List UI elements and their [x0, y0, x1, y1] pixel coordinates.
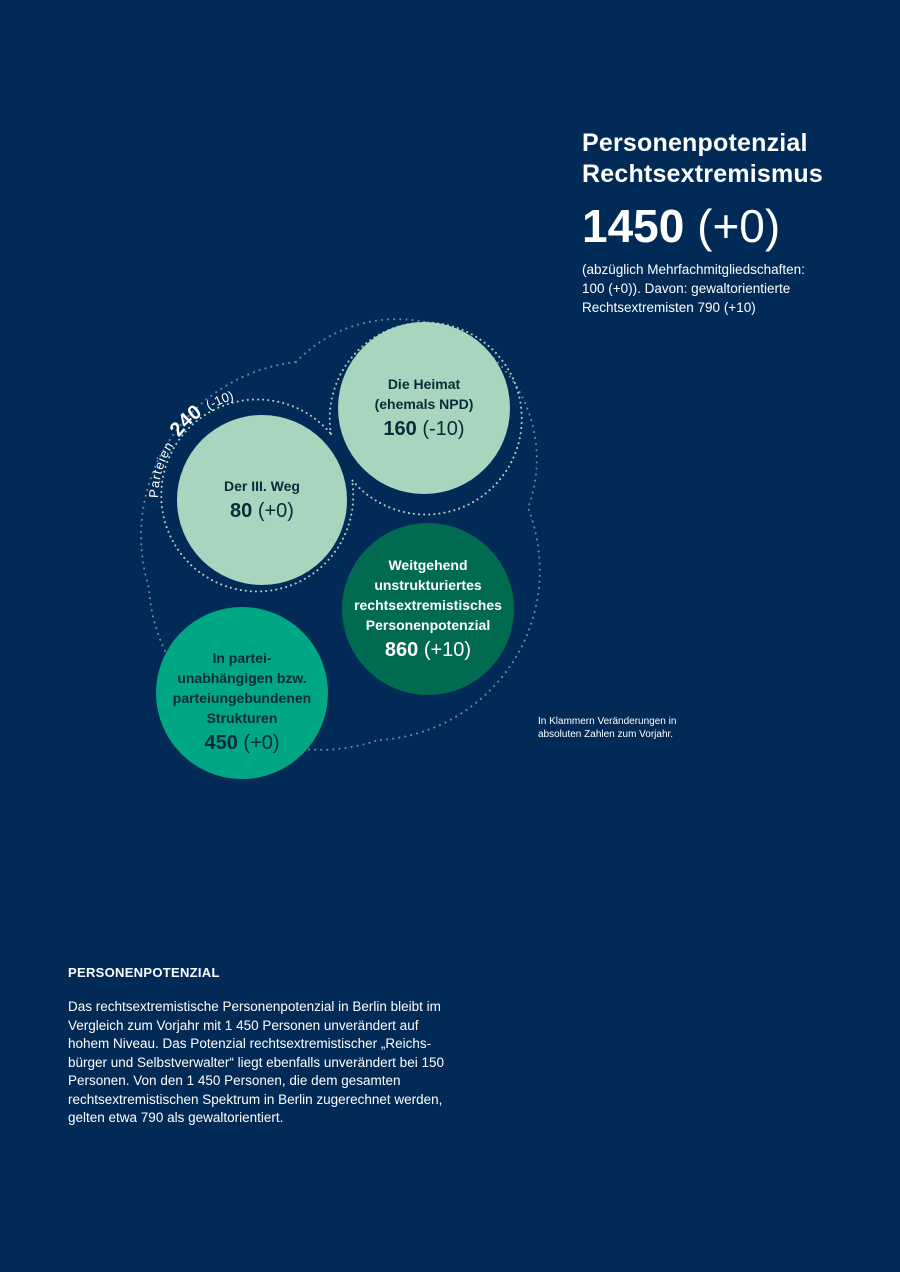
subtext-line2: 100 (+0)). Davon: gewaltorientierte — [582, 281, 791, 296]
subtext-line3: Rechtsextremisten 790 (+10) — [582, 300, 756, 315]
unstrukturiert-name-line2: unstrukturiertes — [374, 577, 482, 593]
die-heimat-name-line2: (ehemals NPD) — [374, 396, 474, 412]
chart-note-line1: In Klammern Veränderungen in — [538, 716, 677, 727]
parteiunabhaengig-name-line2: unabhängigen bzw. — [177, 670, 307, 686]
headline-title-line2: Rechtsextremismus — [582, 160, 824, 188]
chart-note-line2: absoluten Zahlen zum Vorjahr. — [538, 729, 674, 740]
unstrukturiert-name-line3: rechtsextremistisches — [354, 597, 502, 613]
label-parteiunabhaengig — [156, 616, 328, 788]
headline-title-line1: Personenpotenzial — [582, 129, 808, 157]
subtext-line1: (abzüglich Mehrfachmitgliedschaften: — [582, 262, 805, 277]
die-heimat-value: 160 (-10) — [383, 418, 465, 440]
label-die-heimat — [338, 322, 510, 494]
parteiunabhaengig-name-line1: In partei- — [212, 650, 272, 666]
parteiunabhaengig-value: 450 (+0) — [204, 732, 280, 754]
parteiunabhaengig-name-line4: Strukturen — [206, 710, 278, 726]
unstrukturiert-name-line4: Personenpotenzial — [365, 617, 491, 633]
section-heading: PERSONENPOTENZIAL — [68, 965, 220, 980]
total-value: 1450 — [582, 200, 685, 252]
label-unstrukturiert — [342, 523, 514, 695]
die-heimat-name-line1: Die Heimat — [387, 376, 461, 392]
label-der-iii-weg — [177, 415, 347, 585]
chart-note — [538, 715, 708, 741]
parteiunabhaengig-name-line3: parteiungebundenen — [172, 690, 312, 706]
parteien-curved-label: Parteien 240 (-10) — [145, 387, 236, 499]
unstrukturiert-name-line1: Weitgehend — [388, 557, 468, 573]
total-change: (+0) — [697, 200, 781, 252]
section-paragraph: Das rechtsextremistische Personenpotenzial in Berlin bleibt im Vergleich zum Vorjahr mit 1 450 Personen unverändert auf hohem Niveau. Das Potenzial rechtsextremistischer „Reichs-bürger und Selbstverwalter“ liegt ebenfalls unverändert bei 150 Personen. Von den 1 450 Personen, die dem gesamten rechtsextremistischen Spektrum in Berlin zugerechnet werden, gelten etwa 790 als gewaltorientiert. — [68, 999, 444, 1125]
unstrukturiert-value: 860 (+10) — [384, 639, 472, 661]
der-iii-weg-value: 80 (+0) — [230, 500, 294, 522]
text-section — [68, 965, 448, 1128]
der-iii-weg-name: Der III. Weg — [224, 478, 300, 494]
